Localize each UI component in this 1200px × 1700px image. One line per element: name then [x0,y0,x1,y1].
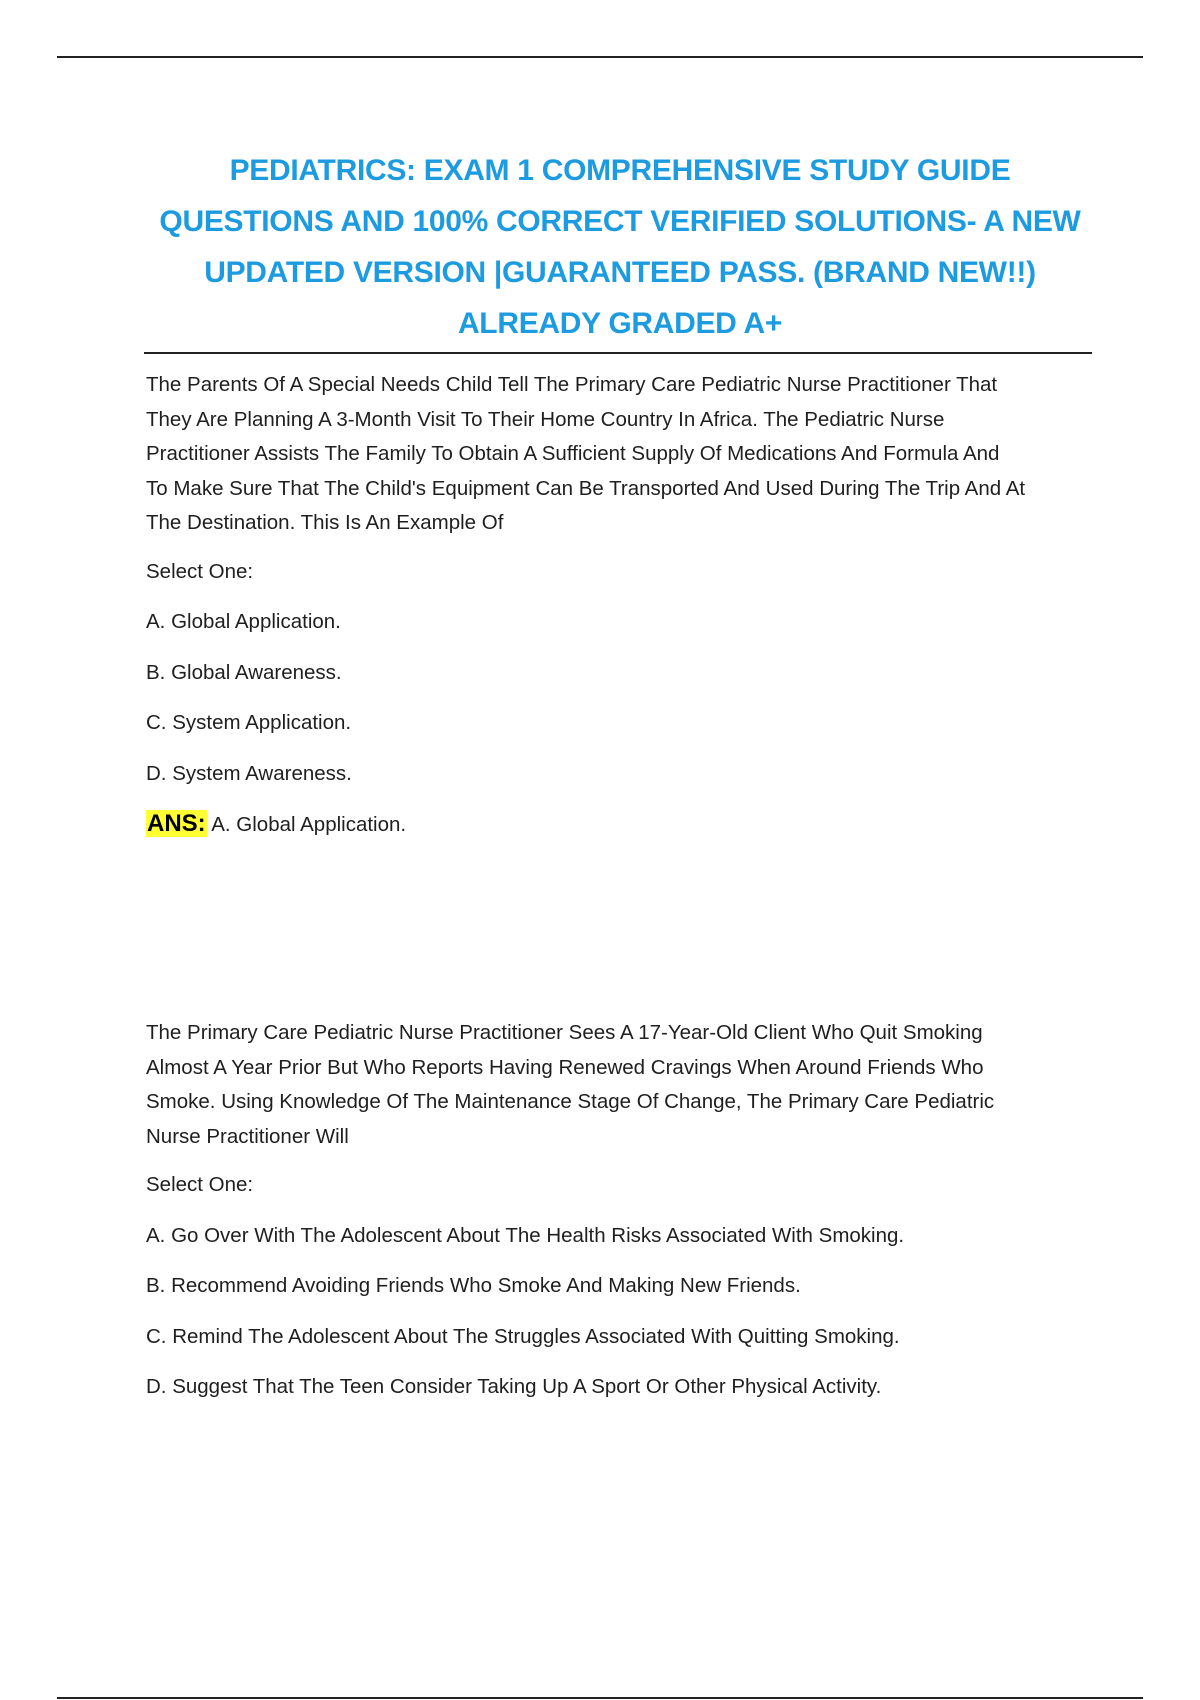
title-line: ALREADY GRADED A+ [457,307,783,340]
option-d: D. System Awareness. [146,761,352,785]
answer-line [146,807,1086,843]
title-line: QUESTIONS AND 100% CORRECT VERIFIED SOLUTIONS- A NEW [159,205,1081,238]
question-1-text [146,368,1086,541]
question-text-line: Nurse Practitioner Will [146,1124,349,1148]
question-1 [146,368,1086,843]
question-text-line: Almost A Year Prior But Who Reports Having Renewed Cravings When Around Friends Who [146,1055,984,1079]
question-text-line: Practitioner Assists The Family To Obtain A Sufficient Supply Of Medications And Formula And [146,442,1000,465]
question-text-line: The Primary Care Pediatric Nurse Practitioner Sees A 17-Year-Old Client Who Quit Smoking [146,1021,983,1044]
page-bottom-rule [57,1697,1143,1699]
page-top-rule [57,56,1143,58]
title-divider [144,352,1092,354]
question-2 [146,1016,1086,1421]
select-one-label: Select One: [146,1173,254,1196]
answer-text: A. Global Application. [206,813,407,836]
option-d: D. Suggest That The Teen Consider Taking Up A Sport Or Other Physical Activity. [146,1375,882,1398]
option-b: B. Global Awareness. [146,660,342,684]
question-text-line: The Destination. This Is An Example Of [146,511,504,534]
title-line: PEDIATRICS: EXAM 1 COMPREHENSIVE STUDY GUIDE [229,154,1011,187]
question-text-line: To Make Sure That The Child's Equipment Can Be Transported And Used During The Trip And At [146,476,1026,500]
option-c: C. Remind The Adolescent About The Struggles Associated With Quitting Smoking. [146,1324,900,1348]
option-a: A. Go Over With The Adolescent About The Health Risks Associated With Smoking. [146,1223,905,1247]
option-b: B. Recommend Avoiding Friends Who Smoke And Making New Friends. [146,1274,801,1297]
option-c: C. System Application. [146,711,352,734]
question-text-line: The Parents Of A Special Needs Child Tell The Primary Care Pediatric Nurse Practitioner That [146,373,998,396]
question-2-text [146,1016,1086,1154]
question-text-line: Smoke. Using Knowledge Of The Maintenance Stage Of Change, The Primary Care Pediatric [146,1090,995,1113]
answer-label: ANS: [147,810,206,837]
document-title [130,145,1110,349]
title-line: UPDATED VERSION |GUARANTEED PASS. (BRAND NEW!!) [204,256,1036,289]
select-one-label: Select One: [146,559,254,583]
option-a: A. Global Application. [146,610,341,633]
question-text-line: They Are Planning A 3-Month Visit To Their Home Country In Africa. The Pediatric Nurse [146,407,945,431]
